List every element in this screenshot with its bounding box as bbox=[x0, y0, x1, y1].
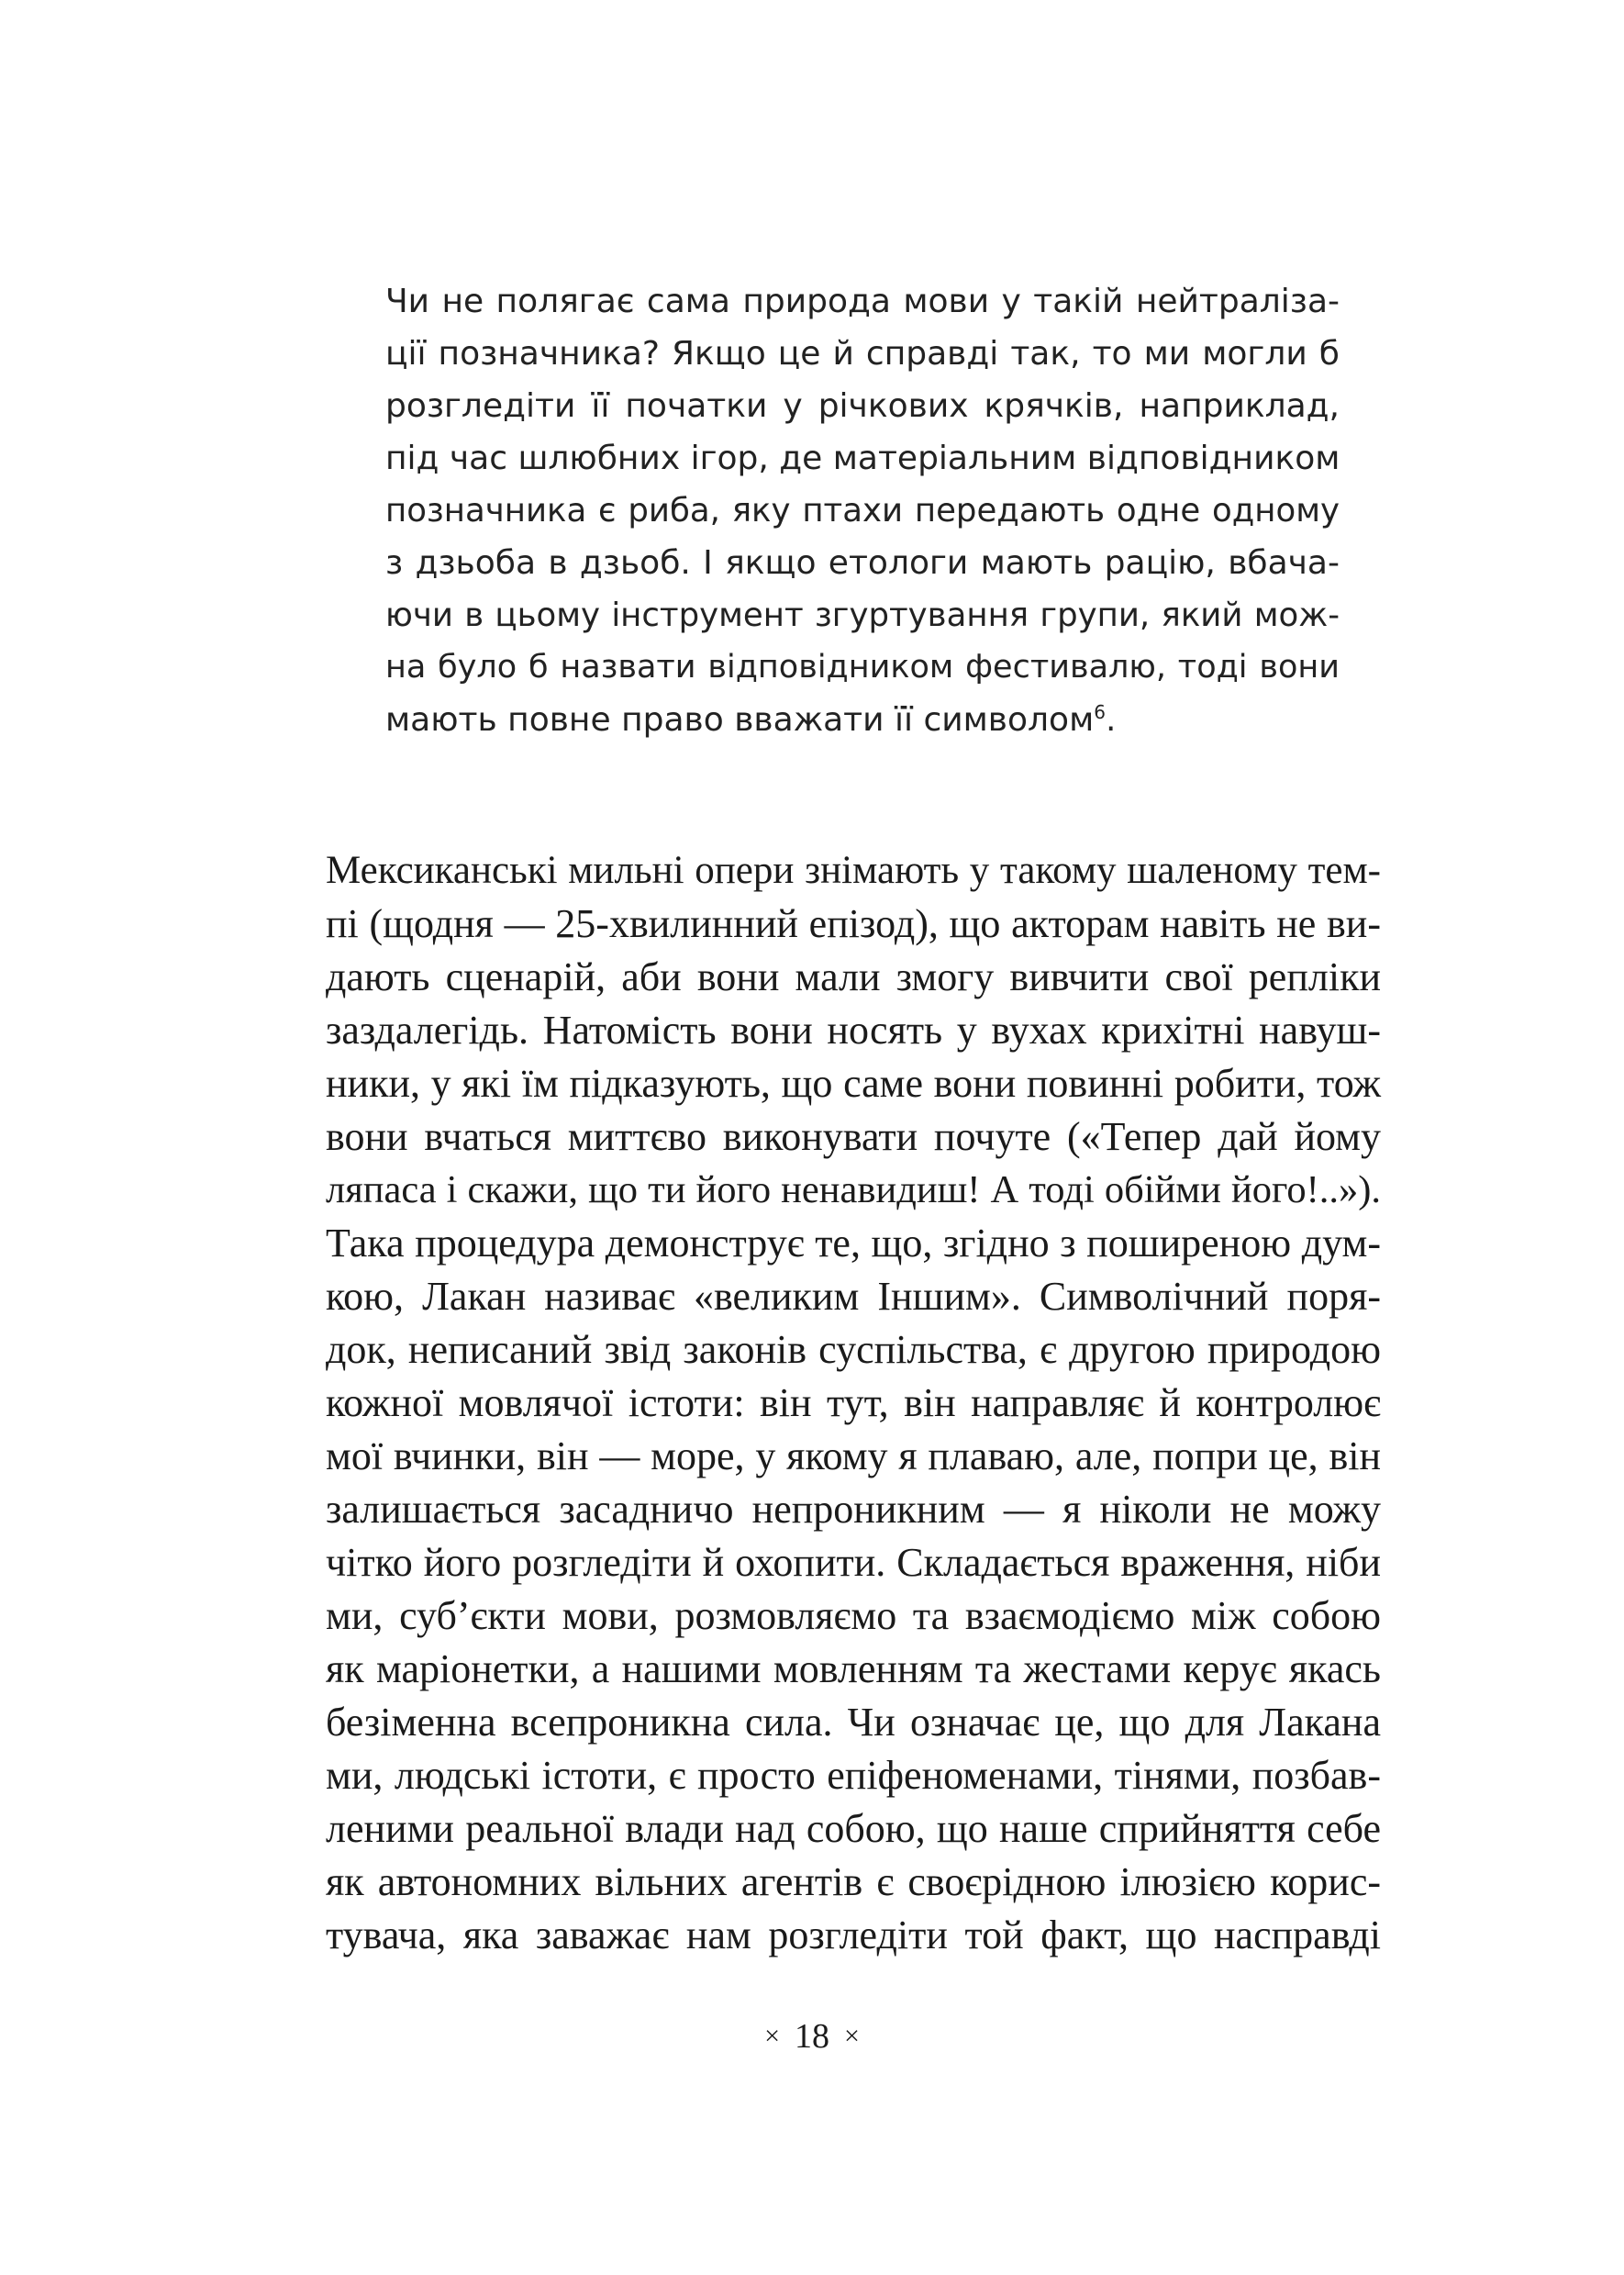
body-line: пі (щодня — 25-хвилинний епізод), що акторам навіть не ви- bbox=[326, 901, 1381, 946]
body-line: Така процедура демонструє те, що, згідно з поширеною дум- bbox=[326, 1221, 1381, 1266]
quote-line: ції позначника? Якщо це й справді так, то ми могли б bbox=[385, 335, 1340, 373]
quote-line: з дзьоба в дзьоб. І якщо етологи мають рацію, вбача- bbox=[385, 544, 1340, 582]
body-line: як автономних вільних агентів є своєрідною ілюзією корис- bbox=[326, 1859, 1381, 1904]
main-paragraph bbox=[326, 844, 1381, 1962]
body-line: кою, Лакан називає «великим Іншим». Символічний поря- bbox=[326, 1274, 1381, 1319]
footnote-marker: 6 bbox=[1094, 701, 1106, 723]
body-line: залишається засадничо непроникним — я ніколи не можу bbox=[326, 1487, 1381, 1532]
body-line: заздалегідь. Натомість вони носять у вухах крихітні навуш- bbox=[326, 1008, 1381, 1053]
folio-right-mark: × bbox=[844, 2021, 860, 2052]
body-line: Мексиканські мильні опери знімають у такому шаленому тем- bbox=[326, 849, 1381, 892]
folio-left-mark: × bbox=[764, 2021, 780, 2052]
body-line: док, неписаний звід законів суспільства, є другою природою bbox=[326, 1327, 1381, 1372]
page-number-footer bbox=[0, 2012, 1624, 2058]
body-line: леними реальної влади над собою, що наше сприйняття себе bbox=[326, 1806, 1381, 1851]
quote-last-line bbox=[385, 694, 1340, 746]
quote-line: під час шлюбних ігор, де матеріальним відповідником bbox=[385, 440, 1340, 477]
quote-line: позначника є риба, яку птахи передають одне одному bbox=[385, 492, 1340, 530]
quote-line-text: мають повне право вважати її символом bbox=[385, 701, 1095, 739]
body-line: дають сценарій, аби вони мали змогу вивчити свої репліки bbox=[326, 954, 1381, 999]
quote-line-end: . bbox=[1105, 701, 1117, 739]
body-line: ники, у які їм підказують, що саме вони повинні робити, тож bbox=[326, 1061, 1381, 1106]
body-line: ми, суб’єкти мови, розмовляємо та взаємодіємо між собою bbox=[326, 1593, 1381, 1638]
quote-line: ючи в цьому інструмент згуртування групи, який мож- bbox=[385, 597, 1340, 634]
body-line: чітко його розгледіти й охопити. Складається враження, ніби bbox=[326, 1540, 1381, 1585]
body-line: безіменна всепроникна сила. Чи означає це, що для Лакана bbox=[326, 1700, 1381, 1745]
quote-line: розгледіти її початки у річкових крячків, наприклад, bbox=[385, 387, 1340, 425]
body-line: мої вчинки, він — море, у якому я плаваю, але, попри це, він bbox=[326, 1433, 1381, 1478]
quote-line: Чи не полягає сама природа мови у такій нейтралізa- bbox=[385, 283, 1340, 320]
page-number: 18 bbox=[795, 2017, 829, 2057]
body-line: кожної мовлячої істоти: він тут, він направляє й контролює bbox=[326, 1380, 1381, 1425]
body-line: вони вчаться миттєво виконувати почуте («Тепер дай йому bbox=[326, 1114, 1381, 1159]
body-line: тувача, яка заважає нам розгледіти той факт, що насправді bbox=[326, 1913, 1381, 1957]
body-line: як маріонетки, а нашими мовленням та жестами керує якась bbox=[326, 1646, 1381, 1691]
body-line: ляпаса і скажи, що ти його ненавидиш! А тоді обійми його!..»). bbox=[326, 1168, 1381, 1211]
epigraph-quote bbox=[385, 275, 1340, 746]
body-line: ми, людські істоти, є просто епіфеноменами, тінями, позбав- bbox=[326, 1753, 1381, 1798]
quote-line: на було б назвати відповідником фестивалю, тоді вони bbox=[385, 649, 1340, 686]
